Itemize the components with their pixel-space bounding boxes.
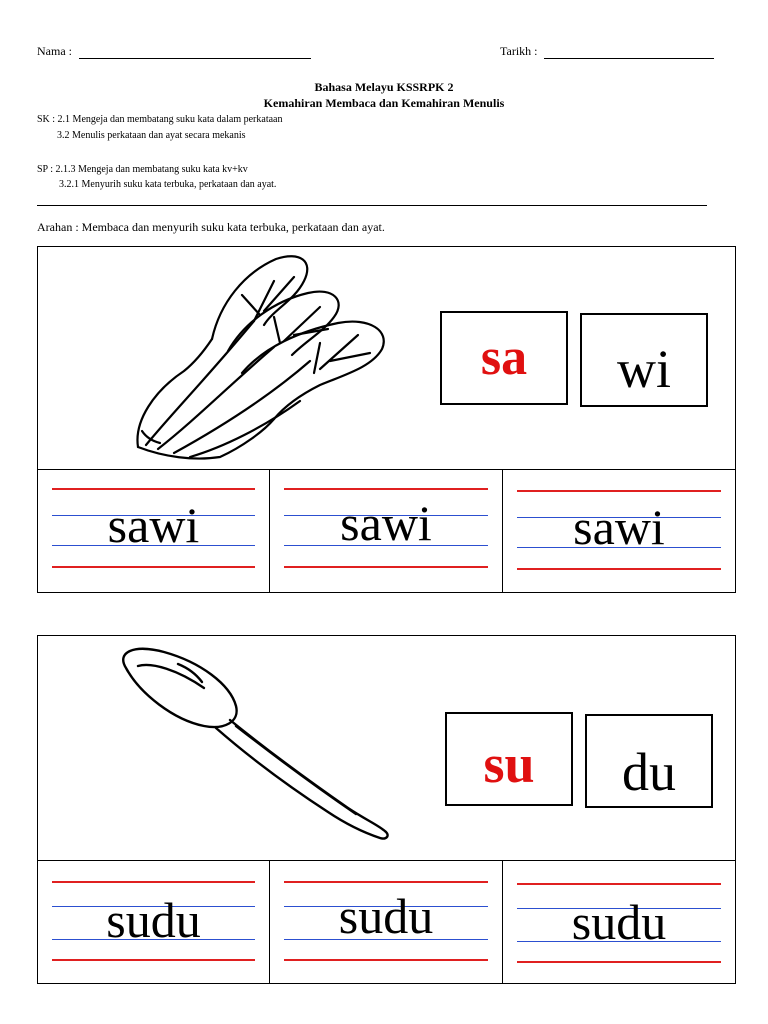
instruction: Arahan : Membaca dan menyurih suku kata terbuka, perkataan dan ayat. xyxy=(37,220,385,234)
tracing-cell[interactable] xyxy=(503,861,735,983)
sp-line-1: SP : 2.1.3 Mengeja dan membatang suku kata kv+kv xyxy=(37,164,248,175)
syllable-box-1 xyxy=(440,311,568,405)
tracing-cell[interactable] xyxy=(270,470,503,592)
tracing-row xyxy=(38,861,735,983)
nama-label: Nama : xyxy=(37,44,72,58)
page-title: Bahasa Melayu KSSRPK 2 xyxy=(314,80,454,94)
mustard-greens-icon xyxy=(124,251,394,465)
syllable-box-1 xyxy=(445,712,573,806)
sk-line-1: SK : 2.1 Mengeja dan membatang suku kata dalam perkataan xyxy=(37,114,283,125)
tracing-row xyxy=(38,470,735,592)
syllable-1: su xyxy=(483,734,535,794)
trace-word: sawi xyxy=(340,495,432,551)
divider xyxy=(37,205,707,206)
nama-field[interactable] xyxy=(37,44,311,59)
syllable-2: wi xyxy=(617,339,671,399)
sp-line-2: 3.2.1 Menyurih suku kata terbuka, perkataan dan ayat. xyxy=(59,179,277,190)
exercise-card-sawi xyxy=(37,246,736,593)
tracing-cell[interactable] xyxy=(503,470,735,592)
syllable-box-2 xyxy=(580,313,708,407)
tracing-cell[interactable] xyxy=(38,861,270,983)
trace-word: sawi xyxy=(573,499,665,555)
picture-panel xyxy=(38,636,735,861)
tarikh-label: Tarikh : xyxy=(500,44,538,58)
syllable-1: sa xyxy=(480,329,528,386)
spoon-icon xyxy=(112,646,402,846)
sk-line-2: 3.2 Menulis perkataan dan ayat secara mekanis xyxy=(57,130,246,141)
trace-word: sudu xyxy=(571,894,667,950)
syllable-2: du xyxy=(622,742,676,802)
tarikh-field[interactable] xyxy=(500,44,714,59)
tracing-cell[interactable] xyxy=(270,861,503,983)
tarikh-blank[interactable] xyxy=(544,58,714,59)
exercise-card-sudu xyxy=(37,635,736,984)
nama-blank[interactable] xyxy=(79,58,311,59)
trace-word: sawi xyxy=(107,497,200,553)
picture-panel xyxy=(38,247,735,470)
trace-word: sudu xyxy=(106,892,201,948)
page-subtitle: Kemahiran Membaca dan Kemahiran Menulis xyxy=(263,96,505,110)
tracing-cell[interactable] xyxy=(38,470,270,592)
syllable-box-2 xyxy=(585,714,713,808)
trace-word: sudu xyxy=(338,888,434,944)
